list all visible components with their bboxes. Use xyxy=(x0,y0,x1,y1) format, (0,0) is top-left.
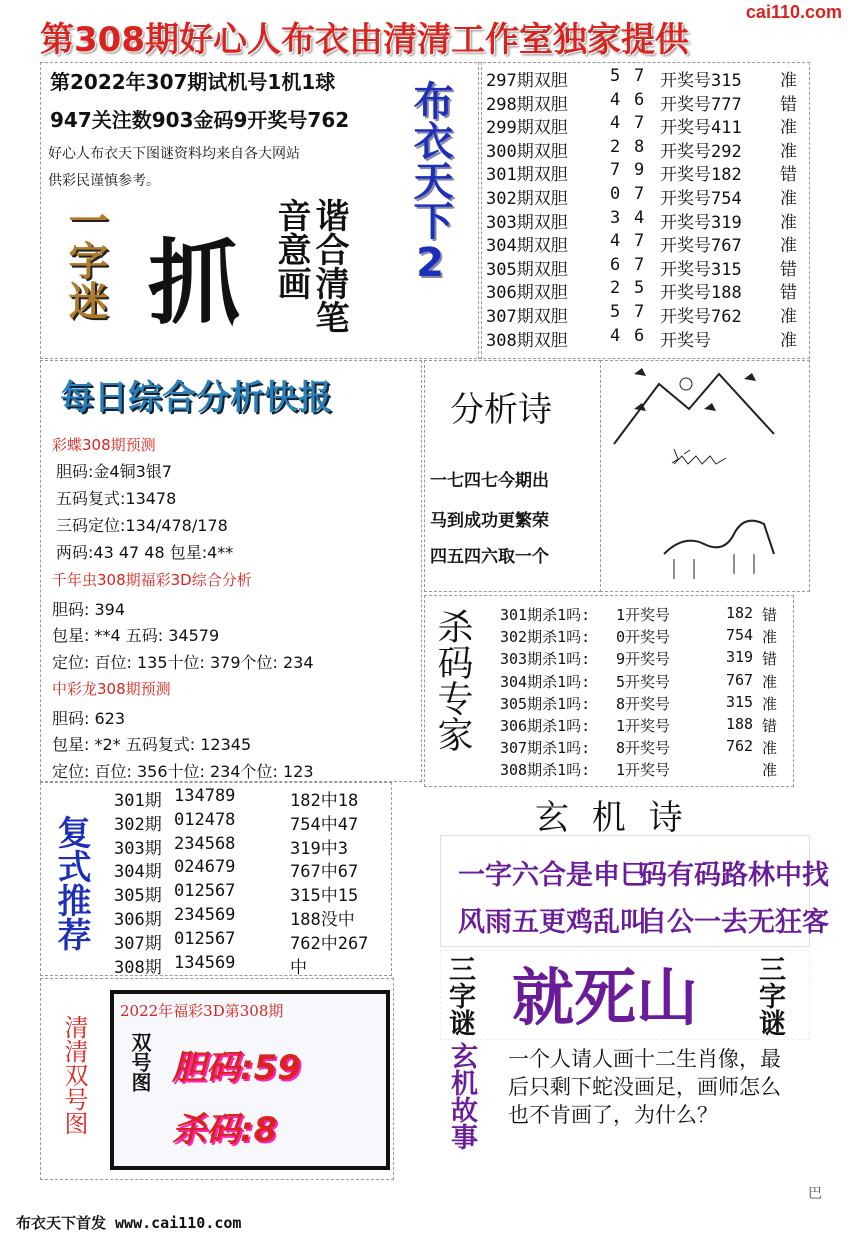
double-issue: 308期双胆 xyxy=(486,330,568,351)
double-result: 错 xyxy=(780,259,797,280)
kill-issue: 301期杀1吗: xyxy=(500,606,591,624)
trial-number-line: 第2022年307期试机号1机1球 xyxy=(50,70,336,94)
double-b: 7 xyxy=(634,302,645,322)
draw-info-line: 947关注数903金码9开奖号762 xyxy=(50,108,350,132)
fushi-issue: 304期 xyxy=(114,862,162,883)
kill-issue: 302期杀1吗: xyxy=(500,628,591,647)
double-issue: 303期双胆 xyxy=(486,212,568,233)
double-issue: 304期双胆 xyxy=(486,236,568,257)
double-prize: 开奖号754 xyxy=(660,189,742,209)
s1-line-2: 五码复式:13478 xyxy=(56,489,177,508)
double-issue: 307期双胆 xyxy=(486,307,568,327)
double-result: 准 xyxy=(780,141,797,162)
double-prize: 开奖号315 xyxy=(660,259,742,280)
double-prize: 开奖号292 xyxy=(660,141,742,162)
double-a: 5 xyxy=(610,66,621,86)
s3-line-1: 胆码: 623 xyxy=(52,709,126,728)
xuanji-line-1a: 一字六合是申巳 xyxy=(458,860,647,891)
double-b: 7 xyxy=(634,254,645,275)
double-b: 7 xyxy=(634,66,645,86)
fushi-nums: 012478 xyxy=(174,809,236,830)
double-a: 3 xyxy=(610,207,621,228)
kill-issue: 303期杀1吗: xyxy=(500,650,591,669)
double-b: 6 xyxy=(634,325,645,346)
fushi-issue: 302期 xyxy=(114,814,162,835)
poem-title: 分析诗 xyxy=(450,390,552,430)
poem-line-3: 四五四六取一个 xyxy=(430,547,549,567)
s2-line-1: 胆码: 394 xyxy=(52,600,126,619)
double-a: 7 xyxy=(610,160,621,181)
site-logo[interactable]: cai110.com xyxy=(745,2,842,22)
riddle-hint: 谐合清笔音意画 xyxy=(271,198,349,334)
kill-issue: 307期杀1吗: xyxy=(500,739,591,758)
section-title-1: 彩蝶308期预测 xyxy=(52,436,156,454)
s1-line-3: 三码定位:134/478/178 xyxy=(56,516,228,535)
kill-result: 准 xyxy=(762,739,778,758)
double-issue: 300期双胆 xyxy=(486,141,568,162)
double-issue: 305期双胆 xyxy=(486,259,568,280)
kill-num: 188 xyxy=(726,715,754,733)
kill-issue: 306期杀1吗: xyxy=(500,717,591,735)
fushi-issue: 307期 xyxy=(114,933,162,954)
kill-code: 1开奖号 xyxy=(616,761,671,780)
xuanji-line-1b: 码有码路林中找 xyxy=(640,860,829,891)
s3-line-2: 包星: *2* 五码复式: 12345 xyxy=(52,735,252,754)
kill-num: 315 xyxy=(726,692,754,711)
double-a: 2 xyxy=(610,136,621,157)
kill-result: 准 xyxy=(762,672,778,691)
kill-code: 1开奖号 xyxy=(616,717,671,735)
kill-result: 错 xyxy=(762,606,778,624)
double-issue: 298期双胆 xyxy=(486,94,568,115)
fushi-nums: 012567 xyxy=(174,928,236,949)
fushi-result: 188没中 xyxy=(290,910,355,930)
kill-code: 9开奖号 xyxy=(616,650,671,669)
poem-line-1: 一七四七今期出 xyxy=(430,471,549,491)
s3-line-3: 定位: 百位: 356十位: 234个位: 123 xyxy=(52,762,314,781)
double-result: 错 xyxy=(780,94,797,115)
kill-code: 1开奖号 xyxy=(616,606,671,624)
double-prize: 开奖号188 xyxy=(660,283,742,304)
fushi-result: 319中3 xyxy=(290,838,348,859)
double-result: 准 xyxy=(780,307,797,327)
fushi-nums: 234568 xyxy=(174,833,236,854)
fushi-nums: 134789 xyxy=(174,786,236,806)
double-result: 错 xyxy=(780,165,797,186)
double-prize: 开奖号777 xyxy=(660,94,742,115)
fushi-result: 315中15 xyxy=(290,886,359,907)
disclaimer-line-1: 好心人布衣天下图谜资料均来自各大网站 xyxy=(48,146,300,162)
xuanji-line-2a: 风雨五更鸡乱叫 xyxy=(458,907,647,938)
shuanghao-box-title: 2022年福彩3D第308期 xyxy=(120,1002,284,1020)
kill-result: 准 xyxy=(762,694,778,713)
xuanji-title: 玄 机 诗 xyxy=(535,798,689,838)
kill-code: 8开奖号 xyxy=(616,739,671,758)
sanzimi-left: 三字谜 xyxy=(444,955,475,1036)
double-prize: 开奖号182 xyxy=(660,165,742,186)
fushi-result: 762中267 xyxy=(290,933,369,954)
s2-line-3: 定位: 百位: 135十位: 379个位: 234 xyxy=(52,653,314,672)
double-result: 准 xyxy=(780,71,797,91)
fushi-issue: 308期 xyxy=(114,957,162,978)
double-result: 准 xyxy=(780,236,797,257)
yizimi-label: 一字迷 xyxy=(62,200,108,320)
fushi-nums: 234569 xyxy=(174,905,236,925)
double-a: 4 xyxy=(610,325,621,346)
shuanghao-label: 清清双号图 xyxy=(60,1015,88,1135)
fushi-issue: 303期 xyxy=(114,838,162,859)
sanzimi-answer: 就死山 xyxy=(512,961,699,1034)
double-prize: 开奖号762 xyxy=(660,307,742,327)
double-result: 准 xyxy=(780,212,797,233)
kill-issue: 304期杀1吗: xyxy=(500,672,591,691)
fushi-label: 复式推荐 xyxy=(51,815,91,951)
kill-result: 错 xyxy=(762,717,778,735)
fushi-nums: 012567 xyxy=(174,881,236,902)
kill-code: 8开奖号 xyxy=(616,694,671,713)
kill-result: 错 xyxy=(762,650,778,669)
double-a: 0 xyxy=(610,184,621,204)
kill-issue: 308期杀1吗: xyxy=(500,761,591,780)
page-title: 第308期好心人布衣由清清工作室独家提供 xyxy=(40,20,689,60)
kill-num: 767 xyxy=(726,670,754,689)
double-a: 2 xyxy=(610,278,621,299)
double-issue: 297期双胆 xyxy=(486,71,568,91)
disclaimer-line-2: 供彩民谨慎参考。 xyxy=(48,173,160,189)
s1-line-4: 两码:43 47 48 包星:4** xyxy=(56,543,234,562)
double-b: 7 xyxy=(634,113,645,134)
double-a: 4 xyxy=(610,113,621,134)
double-a: 5 xyxy=(610,302,621,322)
daily-banner: 每日综合分析快报 xyxy=(60,378,332,418)
kill-label: 杀码专家 xyxy=(432,608,473,752)
double-a: 4 xyxy=(610,89,621,110)
double-issue: 306期双胆 xyxy=(486,283,568,304)
poem-line-2: 马到成功更繁荣 xyxy=(430,511,549,531)
fushi-result: 767中67 xyxy=(290,862,359,883)
double-b: 9 xyxy=(634,160,645,181)
s2-line-2: 包星: **4 五码: 34579 xyxy=(52,626,220,645)
kill-code: 5开奖号 xyxy=(616,672,671,691)
shuanghao-box xyxy=(110,990,390,1170)
kill-panel xyxy=(424,595,794,787)
section-title-2: 千年虫308期福彩3D综合分析 xyxy=(52,571,252,589)
corner-mark: 巴 xyxy=(808,1186,822,1202)
double-result: 准 xyxy=(780,118,797,139)
riddle-character: 抓 xyxy=(148,229,241,337)
story-text: 一个人请人画十二生肖像，最后只剩下蛇没画足，画师怎么也不肯画了，为什么？ xyxy=(508,1047,781,1127)
double-result: 准 xyxy=(780,330,797,351)
fushi-nums: 134569 xyxy=(174,952,236,973)
double-b: 8 xyxy=(634,136,645,157)
double-b: 7 xyxy=(634,231,645,252)
kill-num: 182 xyxy=(726,604,754,622)
double-b: 4 xyxy=(634,207,645,228)
kill-result: 准 xyxy=(762,761,778,780)
kill-code: 0开奖号 xyxy=(616,628,671,647)
shuanghao-side: 双号图 xyxy=(128,1032,152,1092)
double-result: 准 xyxy=(780,189,797,209)
footer-text[interactable]: 布衣天下首发 www.cai110.com xyxy=(16,1214,242,1232)
double-issue: 301期双胆 xyxy=(486,165,568,186)
fushi-nums: 024679 xyxy=(174,857,236,878)
kill-num: 762 xyxy=(726,737,754,756)
double-issue: 299期双胆 xyxy=(486,118,568,139)
kill-num: 319 xyxy=(726,648,754,667)
double-prize: 开奖号411 xyxy=(660,118,742,139)
kill-result: 准 xyxy=(762,628,778,647)
double-a: 6 xyxy=(610,254,621,275)
double-prize: 开奖号319 xyxy=(660,212,742,233)
double-prize: 开奖号767 xyxy=(660,236,742,257)
double-issue: 302期双胆 xyxy=(486,189,568,209)
story-label: 玄机故事 xyxy=(446,1042,477,1150)
fushi-issue: 306期 xyxy=(114,910,162,930)
kill-issue: 305期杀1吗: xyxy=(500,694,591,713)
double-b: 6 xyxy=(634,89,645,110)
fushi-result: 754中47 xyxy=(290,814,359,835)
dan-code: 胆码:59 xyxy=(172,1048,301,1088)
kill-num: 754 xyxy=(726,626,754,645)
double-prize: 开奖号315 xyxy=(660,71,742,91)
double-prize: 开奖号 xyxy=(660,330,711,351)
xuanji-line-2b: 自公一去无狂客 xyxy=(640,907,829,938)
fushi-result: 182中18 xyxy=(290,791,359,811)
fushi-issue: 301期 xyxy=(114,791,162,811)
vertical-brand-title: 布衣天下2 xyxy=(407,80,453,286)
double-result: 错 xyxy=(780,283,797,304)
s1-line-1: 胆码:金4铜3银7 xyxy=(56,462,172,481)
fushi-issue: 305期 xyxy=(114,886,162,907)
section-title-3: 中彩龙308期预测 xyxy=(52,680,171,698)
sha-code: 杀码:8 xyxy=(172,1110,278,1150)
double-b: 7 xyxy=(634,184,645,204)
fushi-result: 中 xyxy=(290,957,307,978)
sketch-illustration xyxy=(604,364,804,588)
sanzimi-right: 三字谜 xyxy=(754,955,785,1036)
double-b: 5 xyxy=(634,278,645,299)
double-a: 4 xyxy=(610,231,621,252)
